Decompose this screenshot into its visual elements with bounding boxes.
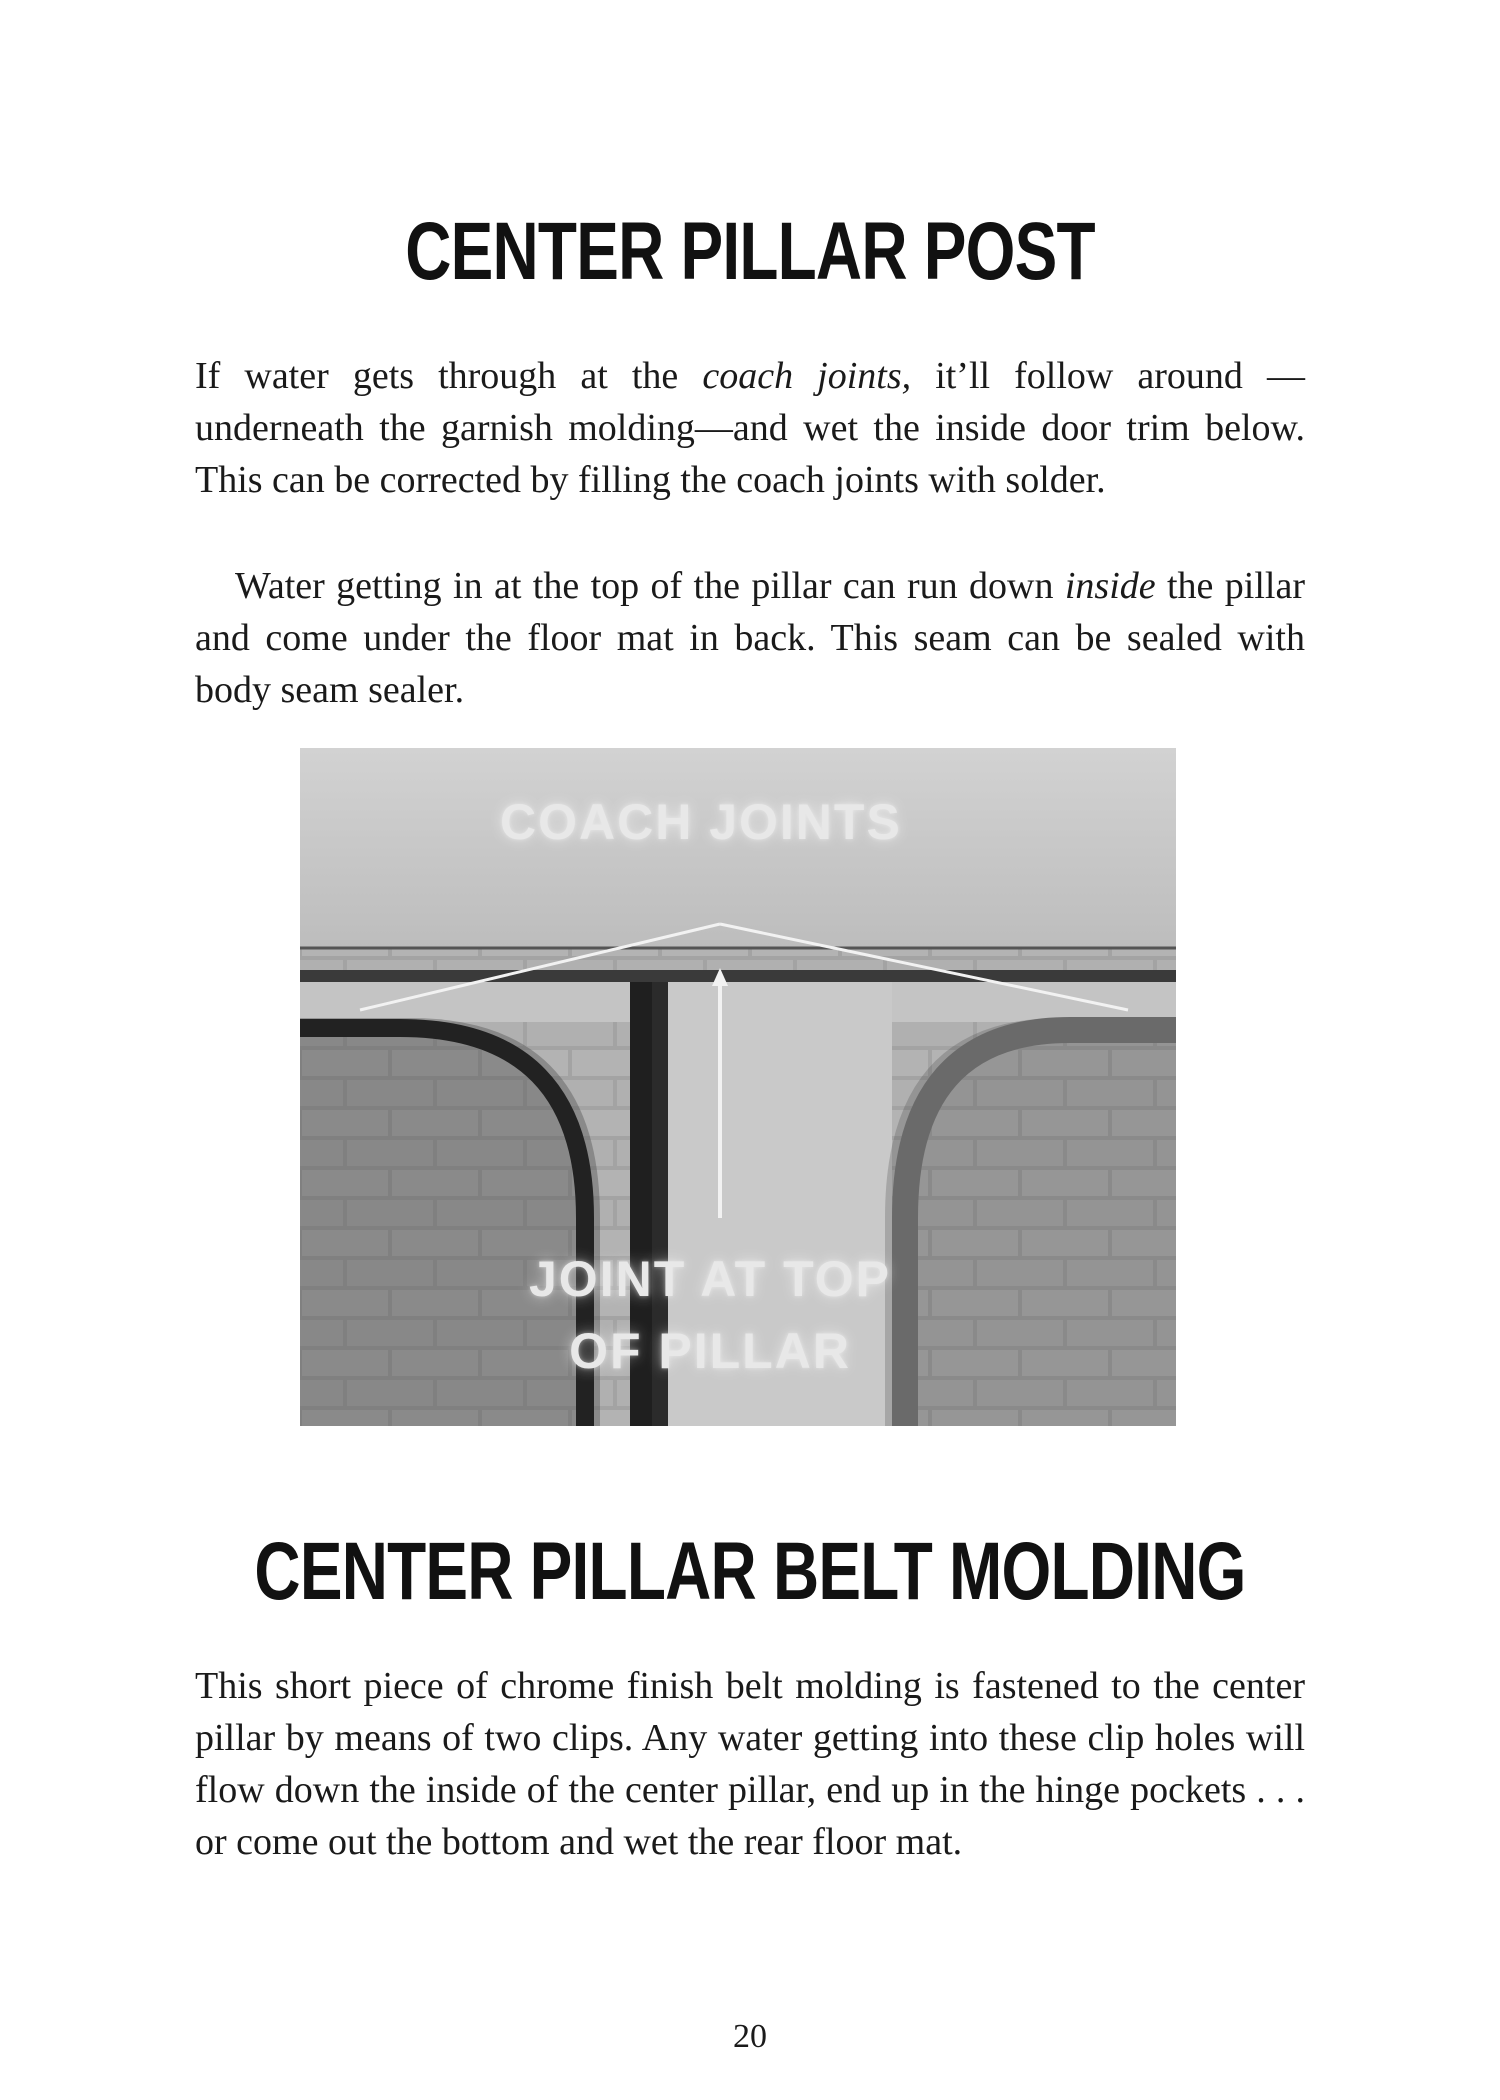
label-joint-line2: OF PILLAR [569,1323,851,1379]
paragraph-pillar-top [195,560,1305,716]
label-joint-at-top [500,1243,920,1387]
emphasis-coach-joints: coach joints, [702,355,912,397]
section-title-center-pillar-post: CENTER PILLAR POST [405,206,1095,297]
paragraph-text: it’ll follow around —underneath the garnish molding—and wet the inside door trim below. This can be corrected by filling the coach joints with solder. [195,355,1305,501]
label-coach-joints: COACH JOINTS [500,794,902,850]
paragraph-text: the pillar and come under the floor mat in back. This seam can be sealed with body seam sealer. [195,565,1305,711]
label-joint-line1: JOINT AT TOP [529,1251,891,1307]
section-title-belt-molding: CENTER PILLAR BELT MOLDING [254,1526,1246,1617]
emphasis-inside: inside [1064,565,1156,607]
drip-rail [300,970,1176,982]
paragraph-coach-joints [195,350,1305,506]
paragraph-belt-molding: This short piece of chrome finish belt molding is fastened to the center pillar by means of two clips. Any water getting into these clip holes will flow down the inside of the center pillar, end up in the hinge pockets . . . or come out the bottom and wet the rear floor mat. [195,1665,1305,1863]
page-number: 20 [733,2018,767,2055]
paragraph-text: Water getting in at the top of the pillar can run down [235,565,1065,607]
paragraph-text: If water gets through at the [195,355,703,397]
pillar-photo [300,748,1176,1426]
